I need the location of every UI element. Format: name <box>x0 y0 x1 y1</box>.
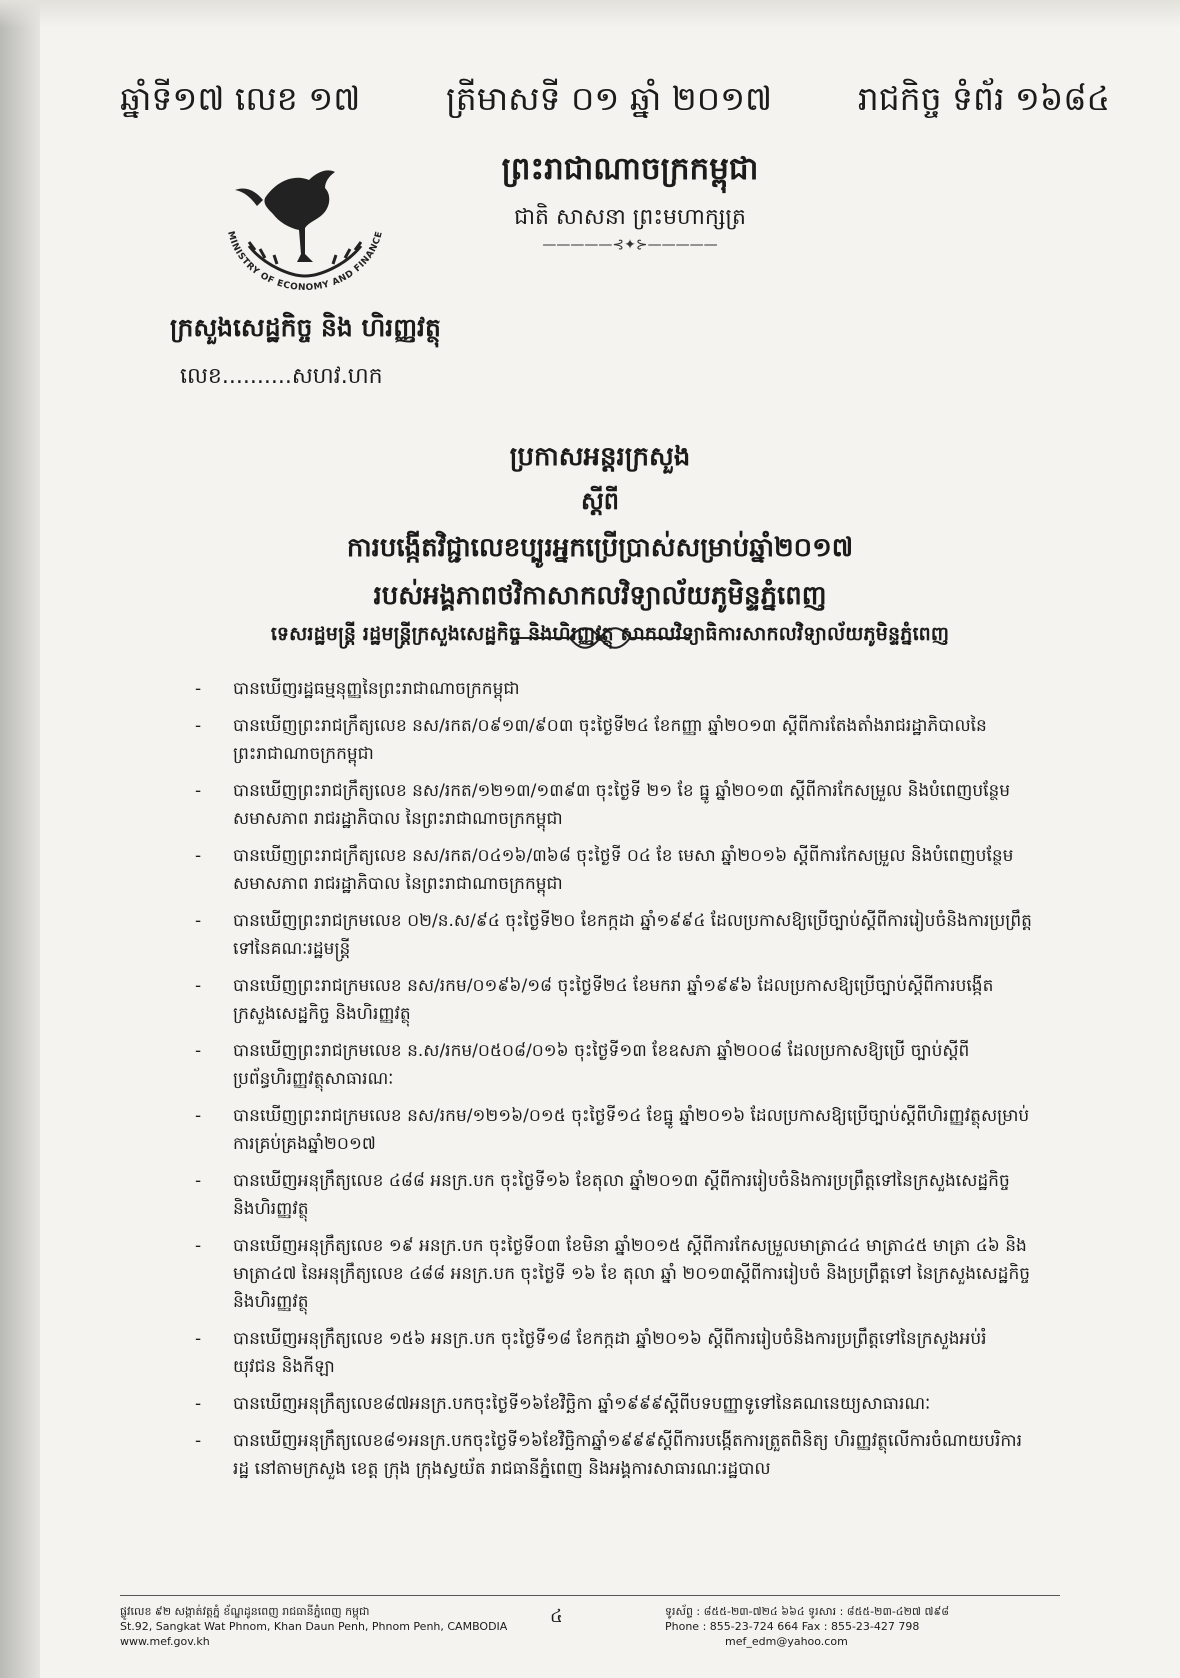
gazette-header <box>120 78 1110 128</box>
clause-text: បានឃើញព្រះរាជក្រឹត្យលេខ នស/រកត/១២១៣/១៣៩៣ ចុះថ្ងៃទី ២១ ខែ ធ្នូ ឆ្នាំ២០១៣ ស្តីពីការកែសម្រួល និងបំពេញបន្ថែម សមាសភាព រាជរដ្ឋាភិបាល នៃព្រះរាជាណាចក្រកម្ពុជា <box>233 781 1011 829</box>
clause-text: បានឃើញព្រះរាជក្រមលេខ នស/រកម/១២១៦/០១៥ ចុះថ្ងៃទី១៤ ខែធ្នូ ឆ្នាំ២០១៦ ដែលប្រកាសឱ្យប្រើច្បាប់ស្តីពីហិរញ្ញវត្ថុសម្រាប់ការគ្រប់គ្រងឆ្នាំ២០១៧ <box>233 1106 1030 1154</box>
preamble-clause <box>195 1102 1035 1158</box>
clause-dash: - <box>195 1329 202 1349</box>
issuing-authorities: ទេសរដ្ឋមន្ត្រី រដ្ឋមន្ត្រីក្រសួងសេដ្ឋកិច្ច និងហិរញ្ញវត្ថុ សាកលវិទ្យាធិការសាកលវិទ្យាល័យភូមិន្ទភ្នំពេញ <box>270 623 950 645</box>
ministry-name: ក្រសួងសេដ្ឋកិច្ច និង ហិរញ្ញវត្ថុ <box>170 313 441 342</box>
subject-line-2: របស់អង្គភាពថវិកាសាកលវិទ្យាល័យភូមិន្ទភ្នំពេញ <box>373 581 827 611</box>
preamble-clause <box>195 1167 1035 1223</box>
clause-dash: - <box>195 846 202 866</box>
clause-dash: - <box>195 1236 202 1256</box>
kingdom-heading <box>460 150 800 253</box>
rooster-emblem-icon <box>205 150 405 310</box>
preamble-clause <box>195 842 1035 898</box>
preamble-clause <box>195 1037 1035 1093</box>
preamble-clause <box>195 1427 1035 1483</box>
clause-dash: - <box>195 1041 202 1061</box>
clause-dash: - <box>195 1106 202 1126</box>
ministry-logo <box>205 150 405 310</box>
clause-dash: - <box>195 679 202 699</box>
page-number: ៤ <box>550 1606 563 1627</box>
clause-dash: - <box>195 911 202 931</box>
phone-english: Phone : 855-23-724 664 Fax : 855-23-427 798 <box>665 1620 920 1633</box>
clause-dash: - <box>195 1431 202 1451</box>
preamble-clauses <box>195 675 1035 1492</box>
preamble-clause <box>195 907 1035 963</box>
clause-text: បានឃើញព្រះរាជក្រឹត្យលេខ នស/រកត/០៩១៣/៩០៣ ចុះថ្ងៃទី២៤ ខែកញ្ញា ឆ្នាំ២០១៣ ស្តីពីការតែងតាំងរាជរដ្ឋាភិបាលនៃព្រះរាជាណាចក្រកម្ពុជា <box>233 716 987 764</box>
kingdom-title: ព្រះរាជាណាចក្រកម្ពុជា <box>501 151 759 187</box>
clause-text: បានឃើញអនុក្រឹត្យលេខ ១៩ អនក្រ.បក ចុះថ្ងៃទី០៣ ខែមិនា ឆ្នាំ២០១៥ ស្តីពីការកែសម្រួលមាត្រា៤៤ មាត្រា៤៥ មាត្រា ៤៦ និងមាត្រា៤៧ នៃអនុក្រឹត្យលេខ ៤៨៨ អនក្រ.បក ចុះថ្ងៃទី ១៦ ខែ តុលា ឆ្នាំ ២០១៣ស្តីពីការរៀបចំ និងប្រព្រឹត្តទៅ នៃក្រសួងសេដ្ឋកិច្ច និងហិរញ្ញវត្ថុ <box>233 1236 1031 1312</box>
preamble-clause <box>195 1390 1035 1418</box>
preamble-clause <box>195 712 1035 768</box>
website-link[interactable]: www.mef.gov.kh <box>120 1635 210 1648</box>
clause-text: បានឃើញអនុក្រឹត្យលេខ ១៥៦ អនក្រ.បក ចុះថ្ងៃទី១៨ ខែកក្កដា ឆ្នាំ២០១៦ ស្តីពីការរៀបចំនិងការប្រព្រឹត្តទៅនៃក្រសួងអប់រំ យុវជន និងកីឡា <box>233 1329 987 1377</box>
reference-number: លេខ..........សហវ.ហក <box>180 364 383 389</box>
footer-address <box>120 1604 507 1649</box>
motto-ornament: —————⊰✦⊱————— <box>542 237 718 253</box>
clause-text: បានឃើញអនុក្រឹត្យលេខ ៤៨៨ អនក្រ.បក ចុះថ្ងៃទី១៦ ខែតុលា ឆ្នាំ២០១៣ ស្តីពីការរៀបចំនិងការប្រព្រឹត្តទៅនៃក្រសួងសេដ្ឋកិច្ច និងហិរញ្ញវត្ថុ <box>233 1171 1010 1219</box>
document-type: ប្រកាសអន្តរក្រសួង <box>509 442 691 472</box>
footer-contact <box>665 1604 949 1649</box>
phone-khmer: ទូរស័ព្ទ : ៨៥៥-២៣-៧២៤ ៦៦៤ ទូរសារ : ៨៥៥-២៣-៤២៧ ៧៩៨ <box>665 1605 950 1618</box>
preamble-clause <box>195 972 1035 1028</box>
subject-label: ស្តីពី <box>580 487 620 515</box>
gazette-date: ត្រីមាសទី ០១ ឆ្នាំ ២០១៧ <box>445 79 773 118</box>
email-link[interactable]: mef_edm@yahoo.com <box>725 1635 848 1648</box>
gazette-page-number: រាជកិច្ច ទំព័រ ១៦៨៤ <box>857 79 1110 118</box>
footer-divider <box>120 1595 1060 1596</box>
clause-dash: - <box>195 1394 202 1414</box>
clause-dash: - <box>195 1171 202 1191</box>
scan-edge-shadow <box>0 0 40 1678</box>
address-khmer: ផ្លូវលេខ ៩២ សង្កាត់វត្តភ្នំ ខ័ណ្ឌដូនពេញ រាជធានីភ្នំពេញ កម្ពុជា <box>120 1605 370 1618</box>
clause-text: បានឃើញព្រះរាជក្រមលេខ ០២/ន.ស/៩៤ ចុះថ្ងៃទី២០ ខែកក្កដា ឆ្នាំ១៩៩៤ ដែលប្រកាសឱ្យប្រើច្បាប់ស្តីពីការរៀបចំនិងការប្រព្រឹត្តទៅនៃគណៈរដ្ឋមន្ត្រី <box>233 911 1032 959</box>
preamble-clause <box>195 1325 1035 1381</box>
preamble-clause <box>195 777 1035 833</box>
preamble-clause <box>195 1232 1035 1316</box>
clause-dash: - <box>195 716 202 736</box>
scan-top-shadow <box>0 0 1180 28</box>
kingdom-motto: ជាតិ សាសនា ព្រះមហាក្សត្រ <box>514 205 746 230</box>
preamble-clause <box>195 675 1035 703</box>
clause-text: បានឃើញរដ្ឋធម្មនុញ្ញនៃព្រះរាជាណាចក្រកម្ពុជា <box>233 679 520 699</box>
clause-text: បានឃើញព្រះរាជក្រឹត្យលេខ នស/រកត/០៤១៦/៣៦៨ ចុះថ្ងៃទី ០៤ ខែ មេសា ឆ្នាំ២០១៦ ស្តីពីការកែសម្រួល និងបំពេញបន្ថែម សមាសភាព រាជរដ្ឋាភិបាល នៃព្រះរាជាណាចក្រកម្ពុជា <box>233 846 1014 894</box>
clause-text: បានឃើញព្រះរាជក្រមលេខ នស/រកម/០១៩៦/១៨ ចុះថ្ងៃទី២៤ ខែមករា ឆ្នាំ១៩៩៦ ដែលប្រកាសឱ្យប្រើច្បាប់ស្តីពីការបង្កើតក្រសួងសេដ្ឋកិច្ច និងហិរញ្ញវត្ថុ <box>233 976 994 1024</box>
logo-seal-text: MINISTRY OF ECONOMY AND FINANCE <box>225 230 385 294</box>
page-footer <box>120 1604 1060 1664</box>
clause-dash: - <box>195 976 202 996</box>
address-english: St.92, Sangkat Wat Phnom, Khan Daun Penh, Phnom Penh, CAMBODIA <box>120 1620 508 1633</box>
clause-dash: - <box>195 781 202 801</box>
subject-line-1: ការបង្កើតវិជ្ជាលេខប្បូរអ្នកប្រើប្រាស់សម្រាប់ឆ្នាំ២០១៧ <box>346 533 854 563</box>
clause-text: បានឃើញអនុក្រឹត្យលេខ៨១អនក្រ.បកចុះថ្ងៃទី១៦ខែវិច្ឆិកាឆ្នាំ១៩៩៩ស្តីពីការបង្កើតការត្រួតពិនិត្យ ហិរញ្ញវត្ថុលើការចំណាយបរិការរដ្ឋ នៅតាមក្រសួង ខេត្ត ក្រុង ក្រុងស្វយ័ត រាជធានីភ្នំពេញ និងអង្គការសាធារណៈរដ្ឋបាល <box>233 1431 1023 1479</box>
gazette-issue: ឆ្នាំទី១៧ លេខ ១៧ <box>120 79 361 118</box>
clause-text: បានឃើញព្រះរាជក្រមលេខ ន.ស/រកម/០៥០៨/០១៦ ចុះថ្ងៃទី១៣ ខែឧសភា ឆ្នាំ២០០៨ ដែលប្រកាសឱ្យប្រើ ច្បាប់ស្តីពីប្រព័ន្ធហិរញ្ញវត្ថុសាធារណៈ <box>233 1041 970 1089</box>
clause-text: បានឃើញអនុក្រឹត្យលេខ៨៧អនក្រ.បកចុះថ្ងៃទី១៦ខែវិច្ឆិកា ឆ្នាំ១៩៩៩ស្តីពីបទបញ្ញាទូទៅនៃគណនេយ្យសាធារណៈ <box>233 1394 931 1414</box>
